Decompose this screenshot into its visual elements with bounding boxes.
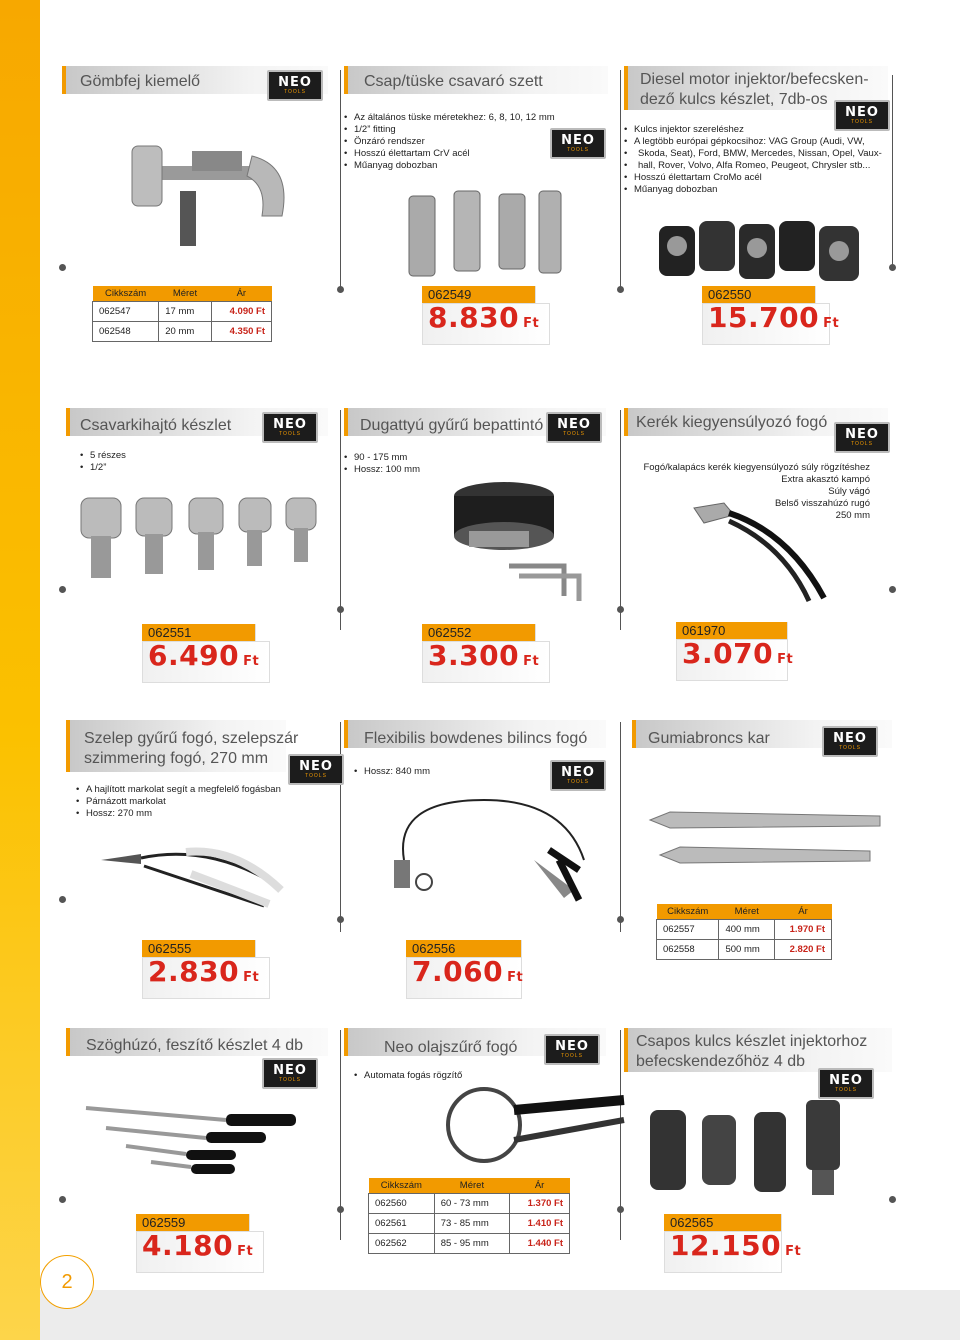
- price-value: 12.150 Ft: [670, 1229, 802, 1262]
- price-value: 6.490 Ft: [148, 639, 260, 672]
- neo-logo: NEO TOOLS: [267, 70, 323, 101]
- neo-logo: NEO TOOLS: [550, 128, 606, 159]
- product-card-gombfej-kiemelo: [62, 66, 332, 296]
- price-box: [664, 1214, 802, 1274]
- price-box: [422, 624, 550, 684]
- table-row: 062548 20 mm 4.350 Ft: [93, 322, 272, 342]
- price-table: Cikkszám Méret Ár 062557 400 mm 1.970 Ft 062558 500 mm 2.820 Ft: [656, 904, 832, 960]
- stud-socket-set-image: [399, 186, 579, 286]
- product-card-dugattyu: [344, 408, 614, 608]
- feature-list: • 5 részes • 1/2”: [80, 450, 126, 474]
- table-row: 062562 85 - 95 mm 1.440 Ft: [369, 1234, 570, 1254]
- product-card-bowdenes-bilincs: [344, 720, 614, 920]
- price-value: 7.060 Ft: [412, 955, 524, 988]
- screw-extractor-set-image: [81, 498, 321, 588]
- injector-socket-set-image: [659, 216, 879, 286]
- price-box: [406, 940, 522, 1000]
- neo-logo: NEO TOOLS: [544, 1034, 600, 1065]
- product-card-csavarkihajto: [66, 408, 336, 608]
- item-code: 062556: [406, 940, 522, 957]
- product-title: Dugattyú gyűrű bepattintó: [360, 417, 544, 434]
- product-title: Csavarkihajtó készlet: [80, 417, 232, 434]
- table-row: 062561 73 - 85 mm 1.410 Ft: [369, 1214, 570, 1234]
- neo-logo: NEO TOOLS: [834, 422, 890, 453]
- divider: [340, 410, 341, 630]
- item-code: 062559: [136, 1214, 250, 1231]
- corner-dot: [337, 916, 344, 923]
- product-card-kerek-kiegyensulyozo: [624, 408, 894, 608]
- product-title: Diesel motor injektor/befecsken- dező kulcs készlet, 7db-os: [640, 71, 869, 108]
- divider: [620, 70, 621, 290]
- item-code: 062551: [142, 624, 256, 641]
- corner-dot: [337, 1206, 344, 1213]
- divider: [620, 722, 621, 932]
- neo-logo: NEO TOOLS: [550, 760, 606, 791]
- table-row: 062560 60 - 73 mm 1.370 Ft: [369, 1194, 570, 1214]
- price-table: Cikkszám Méret Ár 062547 17 mm 4.090 Ft 062548 20 mm 4.350 Ft: [92, 286, 272, 342]
- item-code: 062555: [142, 940, 256, 957]
- footer-band: [40, 1290, 960, 1340]
- item-code: 061970: [676, 622, 788, 639]
- price-value: 3.300 Ft: [428, 639, 540, 672]
- oil-filter-plier-image: [444, 1080, 644, 1170]
- price-value: 2.830 Ft: [148, 955, 260, 988]
- price-value: 3.070 Ft: [682, 637, 794, 670]
- corner-dot: [337, 606, 344, 613]
- price-value: 15.700 Ft: [708, 301, 840, 334]
- price-box: [676, 622, 794, 682]
- product-card-gumiabroncs-kar: [632, 720, 896, 920]
- neo-logo: NEO TOOLS: [262, 412, 318, 443]
- table-row: 062558 500 mm 2.820 Ft: [657, 940, 832, 960]
- neo-logo: NEO TOOLS: [288, 754, 344, 785]
- product-card-diesel-injektor: [624, 66, 894, 296]
- neo-logo: NEO TOOLS: [822, 726, 878, 757]
- corner-dot: [617, 286, 624, 293]
- product-card-szelep-gyuru: [66, 720, 338, 920]
- price-box: [702, 286, 840, 346]
- price-box: [142, 624, 270, 684]
- corner-dot: [617, 1206, 624, 1213]
- item-code: 062549: [422, 286, 536, 303]
- neo-logo: NEO TOOLS: [818, 1068, 874, 1099]
- product-description: Fogó/kalapács kerék kiegyensúlyozó súly rögzítéshez Extra akasztó kampó Súly vágó Belső visszahúzó rugó 250 mm: [643, 462, 870, 521]
- feature-list: • Hossz: 840 mm: [354, 766, 430, 778]
- product-title: Gumiabroncs kar: [648, 730, 770, 747]
- price-box: [422, 286, 550, 346]
- product-title: Gömbfej kiemelő: [80, 73, 201, 90]
- product-title: Szöghúzó, feszítő készlet 4 db: [86, 1037, 304, 1054]
- price-box: [136, 1214, 264, 1274]
- divider: [620, 410, 621, 630]
- corner-dot: [337, 286, 344, 293]
- table-row: 062547 17 mm 4.090 Ft: [93, 302, 272, 322]
- product-title: Csap/tüske csavaró szett: [364, 73, 543, 90]
- neo-logo: NEO TOOLS: [262, 1058, 318, 1089]
- feature-list: • Kulcs injektor szereléshez • A legtöbb európai gépkocsihoz: VAG Group (Audi, VW, • Skoda, Seat), Ford, BMW, Mercedes, Nissan, Opel, Vaux- • hall, Rover, Volvo, Alfa Romeo, Peugeot, Chrysler stb... • Hosszú élettartam CroMo acél • Műanyag dobozban: [624, 124, 882, 196]
- feature-list: • 90 - 175 mm • Hossz: 100 mm: [344, 452, 420, 476]
- ball-joint-puller-image: [102, 136, 302, 246]
- product-title: Szelep gyűrű fogó, szelepszár szimmering fogó, 270 mm: [84, 730, 299, 767]
- tire-lever-image: [650, 800, 890, 870]
- price-value: 8.830 Ft: [428, 301, 540, 334]
- item-code: 062565: [664, 1214, 782, 1231]
- corner-dot: [59, 896, 66, 903]
- orange-sidebar: [0, 0, 40, 1340]
- price-table: Cikkszám Méret Ár 062560 60 - 73 mm 1.370 Ft 062561 73 - 85 mm 1.410 Ft 062562 85 - 95 mm 1.440 Ft: [368, 1178, 570, 1254]
- table-row: 062557 400 mm 1.970 Ft: [657, 920, 832, 940]
- neo-logo: NEO TOOLS: [546, 412, 602, 443]
- valve-seal-plier-image: [96, 830, 296, 910]
- corner-dot: [617, 916, 624, 923]
- pin-spanner-set-image: [650, 1100, 870, 1200]
- corner-dot: [617, 606, 624, 613]
- product-title: Neo olajszűrő fogó: [384, 1039, 518, 1056]
- price-value: 4.180 Ft: [142, 1229, 254, 1262]
- divider: [340, 70, 341, 290]
- pry-bar-set-image: [86, 1098, 316, 1188]
- feature-list: • Automata fogás rögzítő: [354, 1070, 462, 1082]
- feature-list: • A hajlított markolat segít a megfelelő fogásban • Párnázott markolat • Hossz: 270 mm: [76, 784, 281, 820]
- product-title: Kerék kiegyensúlyozó fogó: [636, 414, 828, 431]
- product-card-csap-tuske: [344, 66, 614, 296]
- page-number: 2: [40, 1255, 94, 1309]
- neo-logo: NEO TOOLS: [834, 100, 890, 131]
- product-card-csapos-kulcs: [624, 1028, 896, 1208]
- wheel-weight-plier-image: [684, 493, 834, 593]
- product-card-szoghuzo: [66, 1028, 338, 1208]
- feature-list: • Az általános tüske méretekhez: 6, 8, 10, 12 mm • 1/2” fitting • Önzáró rendszer • Hosszú élettartam CrV acél • Műanyag dobozban: [344, 112, 555, 172]
- product-title: Flexibilis bowdenes bilincs fogó: [364, 730, 588, 747]
- piston-ring-compressor-image: [449, 476, 589, 606]
- corner-dot: [59, 586, 66, 593]
- corner-dot: [59, 1196, 66, 1203]
- hose-clamp-plier-image: [384, 790, 604, 900]
- price-box: [142, 940, 270, 1000]
- item-code: 062552: [422, 624, 536, 641]
- item-code: 062550: [702, 286, 816, 303]
- product-title: Csapos kulcs készlet injektorhoz befecskendezőhöz 4 db: [636, 1033, 868, 1070]
